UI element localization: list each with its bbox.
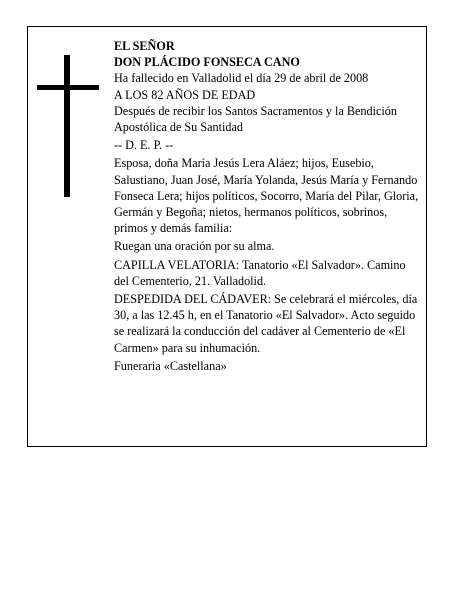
obituary-text: [114, 38, 420, 376]
prayer-line: Ruegan una oración por su alma.: [114, 239, 275, 254]
deceased-title: [114, 38, 420, 103]
sacraments-line: Después de recibir los Santos Sacramentos y la Bendición Apostólica de Su Santidad: [114, 103, 397, 135]
death-info: Ha fallecido en Valladolid el día 29 de abril de 2008: [114, 71, 369, 86]
funeral-home-line: Funeraria «Castellana»: [114, 358, 227, 373]
cross-horizontal-bar: [37, 85, 99, 90]
chapel-paragraph: CAPILLA VELATORIA: Tanatorio «El Salvador». Camino del Cementerio, 21. Valladolid.: [114, 257, 406, 288]
title-line-1: EL SEÑOR: [114, 39, 175, 53]
age-line: A LOS 82 AÑOS DE EDAD: [114, 87, 256, 102]
cross-vertical-bar: [64, 55, 70, 197]
family-paragraph: Esposa, doña María Jesús Lera Aláez; hijos, Eusebio, Salustiano, Juan José, María Yolanda, Jesús María y Fernando Fonseca Lera; hijos políticos, Socorro, María del Pilar, Gloria, Germán y Begoña; nietos, hermanos políticos, sobrinos, primos y demás familia:: [114, 156, 419, 236]
farewell-paragraph: DESPEDIDA DEL CÁDAVER: Se celebrará el miércoles, día 30, a las 12.45 h, en el Tanatorio «El Salvador». Acto seguido se realizará la conducción del cadáver al Cementerio de «El Carmen» para su inhumación.: [114, 292, 418, 355]
deceased-name: DON PLÁCIDO FONSECA CANO: [114, 55, 300, 70]
cross-icon: [37, 55, 99, 197]
dep-line: -- D. E. P. --: [114, 138, 174, 153]
